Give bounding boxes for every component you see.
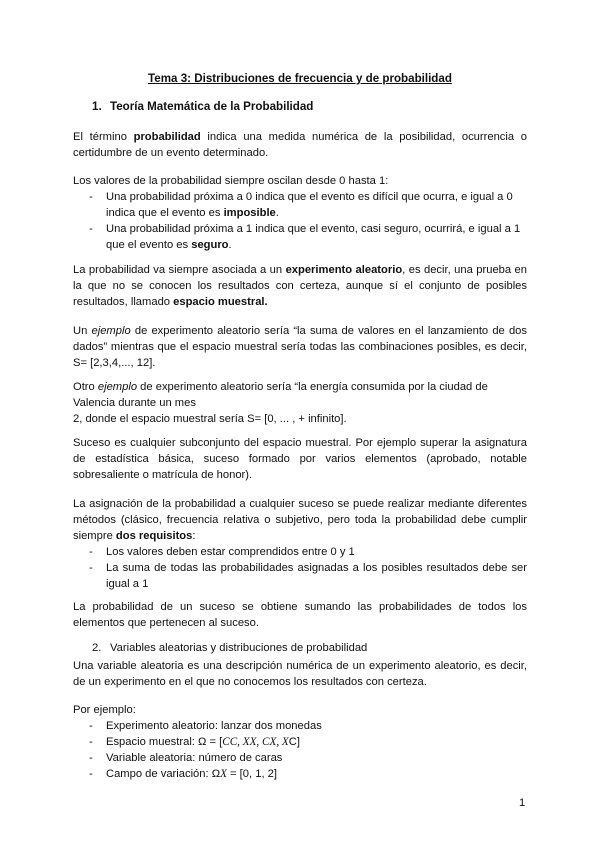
list-item: - Variable aleatoria: número de caras	[73, 750, 527, 766]
paragraph-event-probability: La probabilidad de un suceso se obtiene sumando las probabilidades de todos los elementos que pertenecen al suceso.	[73, 601, 527, 629]
list-item	[73, 189, 527, 221]
text: .	[275, 207, 279, 219]
page-number: 1	[519, 797, 526, 809]
section-2-number: 2.	[92, 642, 102, 654]
text: Espacio muestral: Ω = [	[106, 736, 223, 748]
text: Una probabilidad próxima a 1 indica que el evento, casi seguro, ocurrirá, e igual a 1 que el evento es	[106, 223, 521, 251]
term-probabilidad: probabilidad	[133, 131, 201, 143]
range-list	[73, 189, 527, 253]
text: Otro	[73, 381, 98, 393]
text: , es decir, una prueba en la que no se conocen los resultados con certeza, aunque sí el conjunto de posibles resultados, llamado	[73, 264, 527, 308]
text: C]	[288, 736, 300, 748]
list-item	[73, 221, 527, 253]
paragraph-text	[73, 496, 527, 544]
text: = [0, 1, 2]	[226, 768, 277, 780]
text: :	[192, 530, 196, 542]
math-text: CC, XX, CX, X	[222, 736, 289, 748]
paragraph-example-energy	[73, 379, 527, 427]
term-experimento-aleatorio: experimento aleatorio	[285, 264, 403, 276]
paragraph-intro: Los valores de la probabilidad siempre oscilan desde 0 hasta 1:	[73, 175, 389, 187]
line	[73, 379, 527, 411]
term-dos-requisitos: dos requisitos	[115, 530, 193, 542]
paragraph-assignment	[73, 496, 527, 592]
section-2-title: Variables aleatorias y distribuciones de probabilidad	[110, 642, 368, 654]
text: .	[228, 239, 232, 251]
text: Campo de variación: Ω	[106, 768, 221, 780]
paragraph-random-variable: Una variable aleatoria es una descripción numérica de un experimento aleatorio, es decir, de un experimento en el que no conocemos los resultados con certeza.	[73, 660, 527, 688]
text: de experimento aleatorio sería “la suma de valores en el lanzamiento de dos dados” mientras que el espacio muestral sería todas las combinaciones posibles, es decir, S= [2,3,4,..., 12].	[73, 325, 527, 369]
term-ejemplo: ejemplo	[97, 381, 138, 393]
section-2-heading	[92, 642, 367, 654]
list-item: - Los valores deben estar comprendidos entre 0 y 1	[73, 544, 527, 560]
term-espacio-muestral: espacio muestral.	[173, 296, 268, 308]
section-1-title: Teoría Matemática de la Probabilidad	[110, 100, 314, 113]
paragraph-random-experiment	[73, 262, 527, 310]
list-item	[73, 766, 527, 782]
text: La asignación de la probabilidad a cualquier suceso se puede realizar mediante diferentes métodos (clásico, frecuencia relativa o subjetivo, pero toda la probabilidad debe cumplir siempre	[73, 498, 527, 542]
math-text: X	[220, 768, 227, 780]
term-seguro: seguro	[191, 239, 229, 251]
text: de experimento aleatorio sería “la energía consumida por la ciudad de Valencia durante un mes	[73, 381, 488, 409]
list-item: - La suma de todas las probabilidades asignadas a los posibles resultados debe ser igual a 1	[73, 560, 527, 592]
list-item	[73, 734, 527, 750]
text: Un	[73, 325, 92, 337]
paragraph-example-dice	[73, 323, 527, 371]
section-1-heading	[92, 100, 313, 113]
example-list	[73, 718, 527, 782]
paragraph-intro: Por ejemplo:	[73, 704, 136, 716]
document-title: Tema 3: Distribuciones de frecuencia y de probabilidad	[148, 72, 452, 85]
section-1-number: 1.	[92, 100, 102, 113]
paragraph-event-definition: Suceso es cualquier subconjunto del espacio muestral. Por ejemplo superar la asignatura de estadística básica, suceso formado por varios elementos (aprobado, notable sobresaliente o matrícula de honor).	[73, 437, 527, 481]
text: Una probabilidad próxima a 0 indica que el evento es difícil que ocurra, e igual a 0 indica que el evento es	[106, 191, 513, 219]
paragraph-example-coins	[73, 702, 527, 782]
text: La probabilidad va siempre asociada a un	[73, 264, 286, 276]
text: El término	[73, 131, 134, 143]
text: indica una medida numérica de la posibilidad, ocurrencia o certidumbre de un evento determinado.	[73, 131, 527, 159]
list-item: - Experimento aleatorio: lanzar dos monedas	[73, 718, 527, 734]
term-imposible: imposible	[223, 207, 276, 219]
paragraph-probability-range	[73, 173, 527, 253]
requirements-list	[73, 544, 527, 592]
term-ejemplo: ejemplo	[91, 325, 131, 337]
line: 2, donde el espacio muestral sería S= [0, ... , + infinito].	[73, 413, 347, 425]
paragraph-probability-definition	[73, 129, 527, 161]
